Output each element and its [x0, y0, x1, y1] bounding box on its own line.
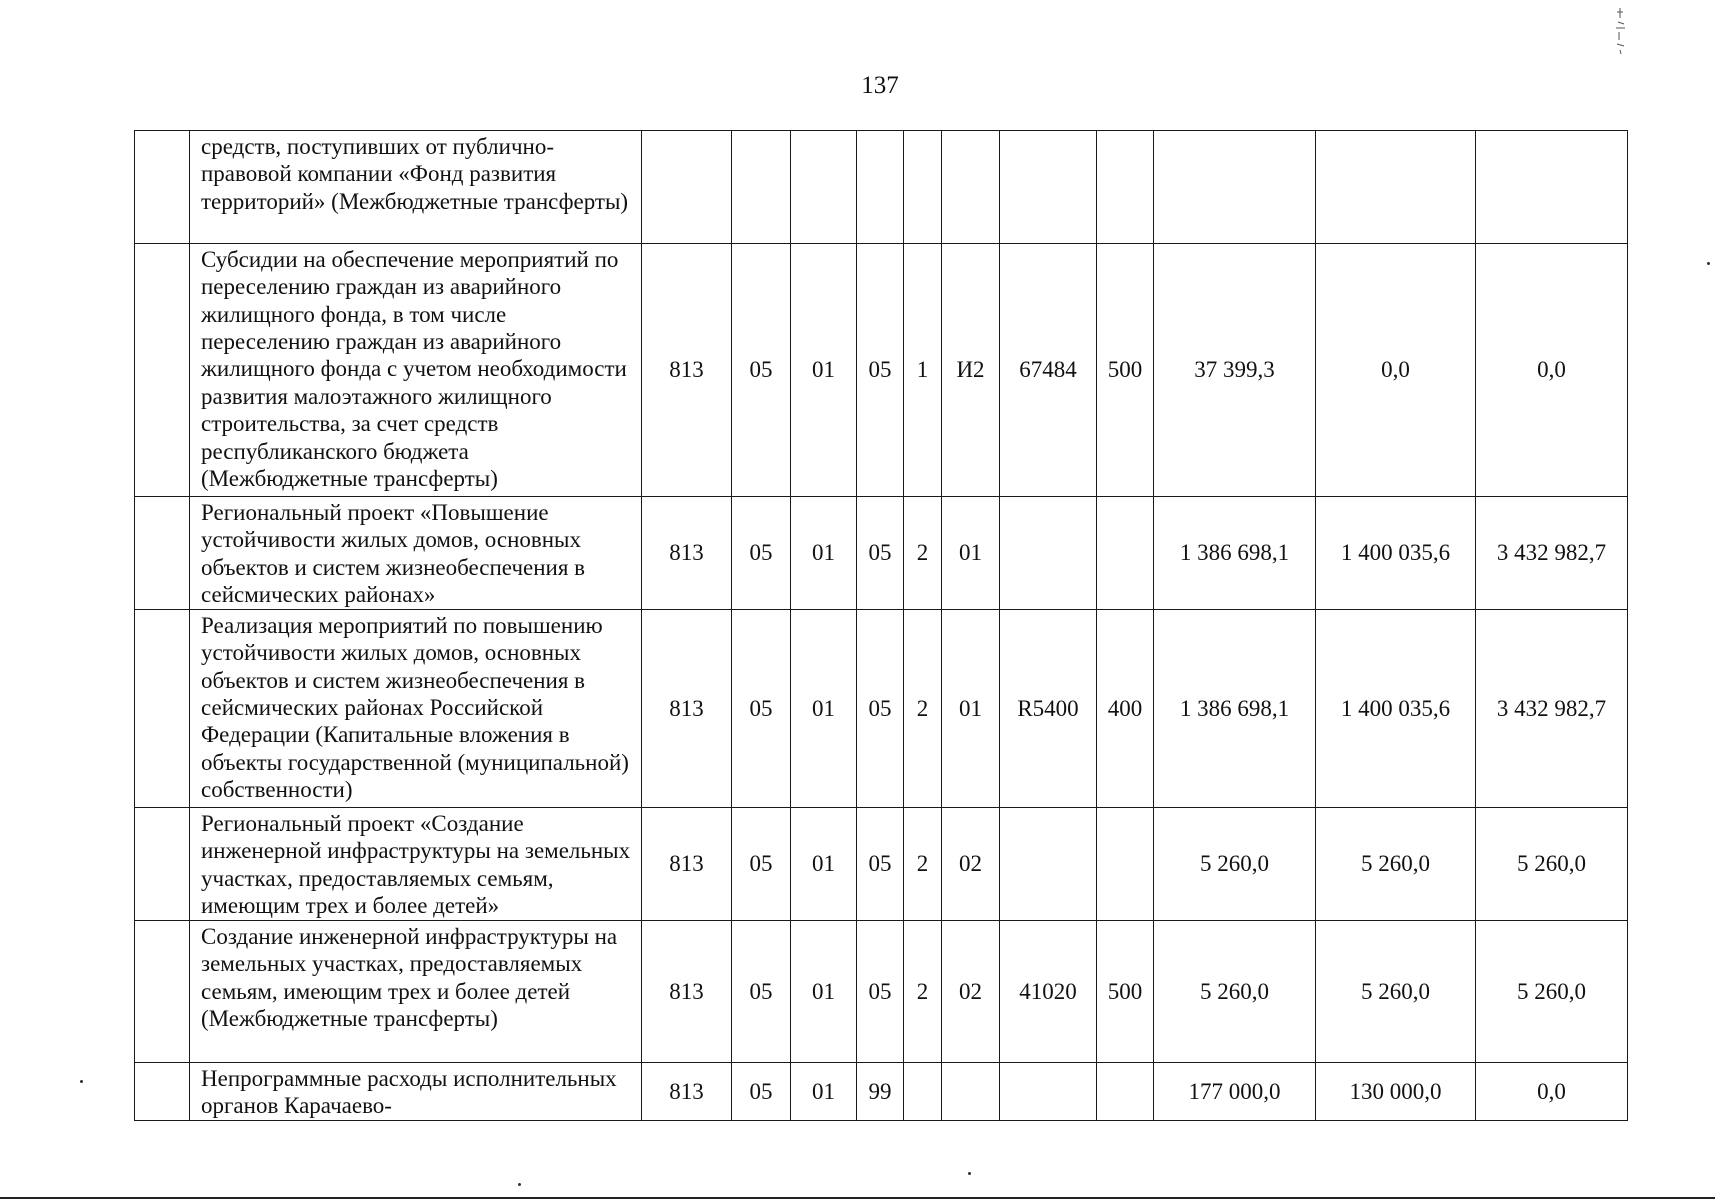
amount-year-1: 5 260,0	[1154, 921, 1316, 1063]
project-code: 01	[942, 497, 1000, 610]
row-description: Создание инженерной инфраструктуры на земельных участках, предоставляемых семьям, имеющим трех и более детей (Межбюджетные трансферты)	[190, 921, 642, 1063]
ministry-code: 813	[642, 610, 732, 808]
direction-code	[1000, 131, 1097, 244]
budget-table	[134, 130, 1628, 1121]
ministry-code: 813	[642, 497, 732, 610]
subprogram-code: 1	[904, 244, 942, 497]
subsection-code: 01	[791, 1063, 857, 1121]
amount-year-3: 0,0	[1476, 1063, 1628, 1121]
scan-speck	[1707, 262, 1710, 265]
direction-code	[1000, 808, 1097, 921]
project-code	[942, 131, 1000, 244]
project-code: 01	[942, 610, 1000, 808]
ministry-code	[642, 131, 732, 244]
program-code: 05	[857, 808, 904, 921]
subprogram-code: 2	[904, 808, 942, 921]
table-row	[135, 610, 1628, 808]
project-code: 02	[942, 921, 1000, 1063]
row-description: средств, поступивших от публично-правовой компании «Фонд развития территорий» (Межбюджетные трансферты)	[190, 131, 642, 244]
row-index-cell	[135, 497, 190, 610]
page-number: 137	[861, 72, 899, 99]
subprogram-code	[904, 1063, 942, 1121]
section-code: 05	[732, 1063, 791, 1121]
section-code	[732, 131, 791, 244]
expense-type-code	[1097, 1063, 1154, 1121]
subprogram-code: 2	[904, 497, 942, 610]
program-code: 05	[857, 244, 904, 497]
section-code: 05	[732, 808, 791, 921]
expense-type-code: 400	[1097, 610, 1154, 808]
row-index-cell	[135, 244, 190, 497]
direction-code: 41020	[1000, 921, 1097, 1063]
amount-year-1: 5 260,0	[1154, 808, 1316, 921]
row-index-cell	[135, 808, 190, 921]
direction-code: R5400	[1000, 610, 1097, 808]
amount-year-1: 177 000,0	[1154, 1063, 1316, 1121]
amount-year-2: 0,0	[1316, 244, 1476, 497]
row-description: Непрограммные расходы исполнительных органов Карачаево-	[190, 1063, 642, 1121]
project-code	[942, 1063, 1000, 1121]
amount-year-3: 5 260,0	[1476, 921, 1628, 1063]
table-row	[135, 1063, 1628, 1121]
amount-year-3: 0,0	[1476, 244, 1628, 497]
expense-type-code	[1097, 131, 1154, 244]
row-description: Субсидии на обеспечение мероприятий по переселению граждан из аварийного жилищного фонда, в том числе переселению граждан из аварийного жилищного фонда с учетом необходимости развития малоэтажного жилищного строительства, за счет средств республиканского бюджета (Межбюджетные трансферты)	[190, 244, 642, 497]
ministry-code: 813	[642, 244, 732, 497]
margin-stamp-mark	[1612, 4, 1630, 56]
ministry-code: 813	[642, 1063, 732, 1121]
section-code: 05	[732, 497, 791, 610]
subprogram-code: 2	[904, 921, 942, 1063]
program-code: 05	[857, 921, 904, 1063]
row-index-cell	[135, 1063, 190, 1121]
subprogram-code	[904, 131, 942, 244]
row-description: Региональный проект «Повышение устойчивости жилых домов, основных объектов и систем жизнеобеспечения в сейсмических районах»	[190, 497, 642, 610]
scan-speck	[80, 1080, 83, 1083]
amount-year-2	[1316, 131, 1476, 244]
program-code: 05	[857, 497, 904, 610]
amount-year-3: 3 432 982,7	[1476, 497, 1628, 610]
ministry-code: 813	[642, 808, 732, 921]
project-code: И2	[942, 244, 1000, 497]
amount-year-2: 1 400 035,6	[1316, 610, 1476, 808]
expense-type-code: 500	[1097, 921, 1154, 1063]
amount-year-3: 3 432 982,7	[1476, 610, 1628, 808]
row-index-cell	[135, 131, 190, 244]
section-code: 05	[732, 610, 791, 808]
subsection-code: 01	[791, 497, 857, 610]
expense-type-code: 500	[1097, 244, 1154, 497]
program-code: 05	[857, 610, 904, 808]
amount-year-3: 5 260,0	[1476, 808, 1628, 921]
amount-year-1: 37 399,3	[1154, 244, 1316, 497]
table-row	[135, 131, 1628, 244]
subsection-code: 01	[791, 808, 857, 921]
amount-year-2: 5 260,0	[1316, 808, 1476, 921]
scan-speck	[968, 1172, 971, 1175]
row-description: Региональный проект «Создание инженерной инфраструктуры на земельных участках, предоставляемых семьям, имеющим трех и более детей»	[190, 808, 642, 921]
row-description: Реализация мероприятий по повышению устойчивости жилых домов, основных объектов и систем жизнеобеспечения в сейсмических районах Российской Федерации (Капитальные вложения в объекты государственной (муниципальной) собственности)	[190, 610, 642, 808]
section-code: 05	[732, 921, 791, 1063]
row-index-cell	[135, 610, 190, 808]
program-code: 99	[857, 1063, 904, 1121]
project-code: 02	[942, 808, 1000, 921]
ministry-code: 813	[642, 921, 732, 1063]
direction-code	[1000, 497, 1097, 610]
amount-year-2: 5 260,0	[1316, 921, 1476, 1063]
expense-type-code	[1097, 497, 1154, 610]
direction-code: 67484	[1000, 244, 1097, 497]
amount-year-1: 1 386 698,1	[1154, 610, 1316, 808]
row-index-cell	[135, 921, 190, 1063]
amount-year-2: 130 000,0	[1316, 1063, 1476, 1121]
bottom-scan-edge	[0, 1197, 1715, 1199]
subsection-code: 01	[791, 921, 857, 1063]
amount-year-3	[1476, 131, 1628, 244]
amount-year-1: 1 386 698,1	[1154, 497, 1316, 610]
table-row	[135, 808, 1628, 921]
subsection-code: 01	[791, 610, 857, 808]
subsection-code	[791, 131, 857, 244]
subsection-code: 01	[791, 244, 857, 497]
table-row	[135, 244, 1628, 497]
amount-year-1	[1154, 131, 1316, 244]
table-row	[135, 497, 1628, 610]
direction-code	[1000, 1063, 1097, 1121]
section-code: 05	[732, 244, 791, 497]
scan-speck	[518, 1183, 521, 1186]
subprogram-code: 2	[904, 610, 942, 808]
program-code	[857, 131, 904, 244]
expense-type-code	[1097, 808, 1154, 921]
amount-year-2: 1 400 035,6	[1316, 497, 1476, 610]
table-row	[135, 921, 1628, 1063]
